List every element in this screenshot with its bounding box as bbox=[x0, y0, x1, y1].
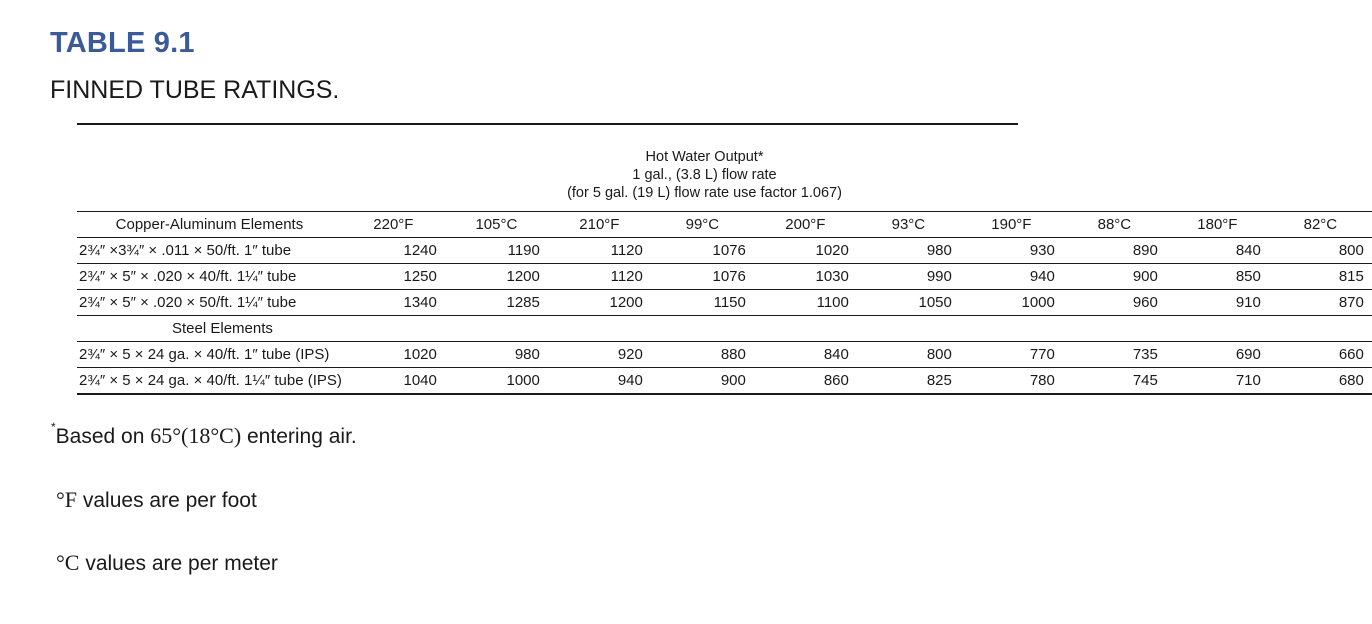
table-cell: 660 bbox=[1269, 342, 1372, 368]
table-cell: 1250 bbox=[342, 264, 445, 290]
column-header: 180°F bbox=[1166, 212, 1269, 238]
table-cell: 990 bbox=[857, 264, 960, 290]
table-row bbox=[77, 368, 1372, 395]
column-header: 82°C bbox=[1269, 212, 1372, 238]
table-row bbox=[77, 290, 1372, 316]
table-cell: 1076 bbox=[651, 238, 754, 264]
row-description: 2¾″ × 5″ × .020 × 50/ft. 1¼″ tube bbox=[77, 290, 342, 316]
table-cell: 890 bbox=[1063, 238, 1166, 264]
steel-elements-label: Steel Elements bbox=[77, 316, 342, 342]
footnote-text: entering air. bbox=[241, 425, 357, 448]
table-cell: 840 bbox=[754, 342, 857, 368]
output-header-line1: Hot Water Output* bbox=[645, 149, 764, 165]
column-header: 220°F bbox=[342, 212, 445, 238]
table-cell: 1020 bbox=[754, 238, 857, 264]
table-cell: 1340 bbox=[342, 290, 445, 316]
table-cell: 1020 bbox=[342, 342, 445, 368]
table-cell: 980 bbox=[445, 342, 548, 368]
footnote-marker: * bbox=[51, 420, 56, 434]
table-cell: 690 bbox=[1166, 342, 1269, 368]
footnote-text: Based on bbox=[55, 425, 151, 448]
footnote-text: values are per meter bbox=[79, 552, 278, 575]
table-row bbox=[77, 342, 1372, 368]
table-header-row bbox=[77, 212, 1372, 238]
table-cell: 680 bbox=[1269, 368, 1372, 395]
column-header: Copper-Aluminum Elements bbox=[77, 212, 342, 238]
table-cell: 1030 bbox=[754, 264, 857, 290]
footnote-celsius bbox=[56, 550, 278, 576]
table-cell: 1150 bbox=[651, 290, 754, 316]
table-cell: 1240 bbox=[342, 238, 445, 264]
column-header: 99°C bbox=[651, 212, 754, 238]
table-cell: 1285 bbox=[445, 290, 548, 316]
table-cell: 735 bbox=[1063, 342, 1166, 368]
column-header: 105°C bbox=[445, 212, 548, 238]
table-cell: 910 bbox=[1166, 290, 1269, 316]
table-cell: 840 bbox=[1166, 238, 1269, 264]
table-cell: 920 bbox=[548, 342, 651, 368]
finned-tube-ratings-table bbox=[77, 211, 1372, 395]
table-cell: 1076 bbox=[651, 264, 754, 290]
output-header-line2: 1 gal., (3.8 L) flow rate bbox=[632, 167, 777, 183]
column-header: 200°F bbox=[754, 212, 857, 238]
row-description: 2¾″ ×3¾″ × .011 × 50/ft. 1″ tube bbox=[77, 238, 342, 264]
row-description: 2¾″ × 5″ × .020 × 40/ft. 1¼″ tube bbox=[77, 264, 342, 290]
column-header: 93°C bbox=[857, 212, 960, 238]
column-header: 210°F bbox=[548, 212, 651, 238]
table-cell: 960 bbox=[1063, 290, 1166, 316]
table-cell: 1050 bbox=[857, 290, 960, 316]
table-cell: 1120 bbox=[548, 264, 651, 290]
table-caption: FINNED TUBE RATINGS. bbox=[50, 76, 340, 104]
table-cell: 940 bbox=[548, 368, 651, 395]
table-cell: 1120 bbox=[548, 238, 651, 264]
group-header-row bbox=[77, 316, 1372, 342]
table-cell: 980 bbox=[857, 238, 960, 264]
table-row bbox=[77, 238, 1372, 264]
table-cell: 880 bbox=[651, 342, 754, 368]
table-cell: 900 bbox=[1063, 264, 1166, 290]
footnote-unit: °C bbox=[56, 550, 80, 575]
footnote-temperature: 65°(18°C) bbox=[150, 423, 242, 448]
footnote-entering-air bbox=[51, 420, 357, 449]
footnote-unit: °F bbox=[56, 487, 78, 512]
table-cell: 900 bbox=[651, 368, 754, 395]
table-cell: 780 bbox=[960, 368, 1063, 395]
table-cell: 1190 bbox=[445, 238, 548, 264]
table-row bbox=[77, 264, 1372, 290]
table-cell: 1200 bbox=[445, 264, 548, 290]
column-header: 88°C bbox=[1063, 212, 1166, 238]
footnote-text: values are per foot bbox=[77, 489, 257, 512]
table-cell: 940 bbox=[960, 264, 1063, 290]
table-cell: 770 bbox=[960, 342, 1063, 368]
table-cell: 800 bbox=[857, 342, 960, 368]
table-cell: 710 bbox=[1166, 368, 1269, 395]
hot-water-output-header bbox=[548, 148, 861, 202]
table-label: TABLE 9.1 bbox=[50, 27, 195, 59]
table-cell: 1000 bbox=[445, 368, 548, 395]
table-cell: 745 bbox=[1063, 368, 1166, 395]
row-description: 2¾″ × 5 × 24 ga. × 40/ft. 1¼″ tube (IPS) bbox=[77, 368, 342, 395]
output-header-line3: (for 5 gal. (19 L) flow rate use factor 1.067) bbox=[567, 185, 842, 201]
table-cell: 800 bbox=[1269, 238, 1372, 264]
table-top-rule bbox=[77, 123, 1018, 125]
column-header: 190°F bbox=[960, 212, 1063, 238]
table-cell: 1100 bbox=[754, 290, 857, 316]
table-cell: 930 bbox=[960, 238, 1063, 264]
table-cell: 1200 bbox=[548, 290, 651, 316]
table-cell: 1040 bbox=[342, 368, 445, 395]
table-cell: 1000 bbox=[960, 290, 1063, 316]
table-cell: 815 bbox=[1269, 264, 1372, 290]
table-cell: 850 bbox=[1166, 264, 1269, 290]
row-description: 2¾″ × 5 × 24 ga. × 40/ft. 1″ tube (IPS) bbox=[77, 342, 342, 368]
table-cell: 825 bbox=[857, 368, 960, 395]
table-cell: 860 bbox=[754, 368, 857, 395]
footnote-fahrenheit bbox=[56, 487, 257, 513]
table-cell: 870 bbox=[1269, 290, 1372, 316]
